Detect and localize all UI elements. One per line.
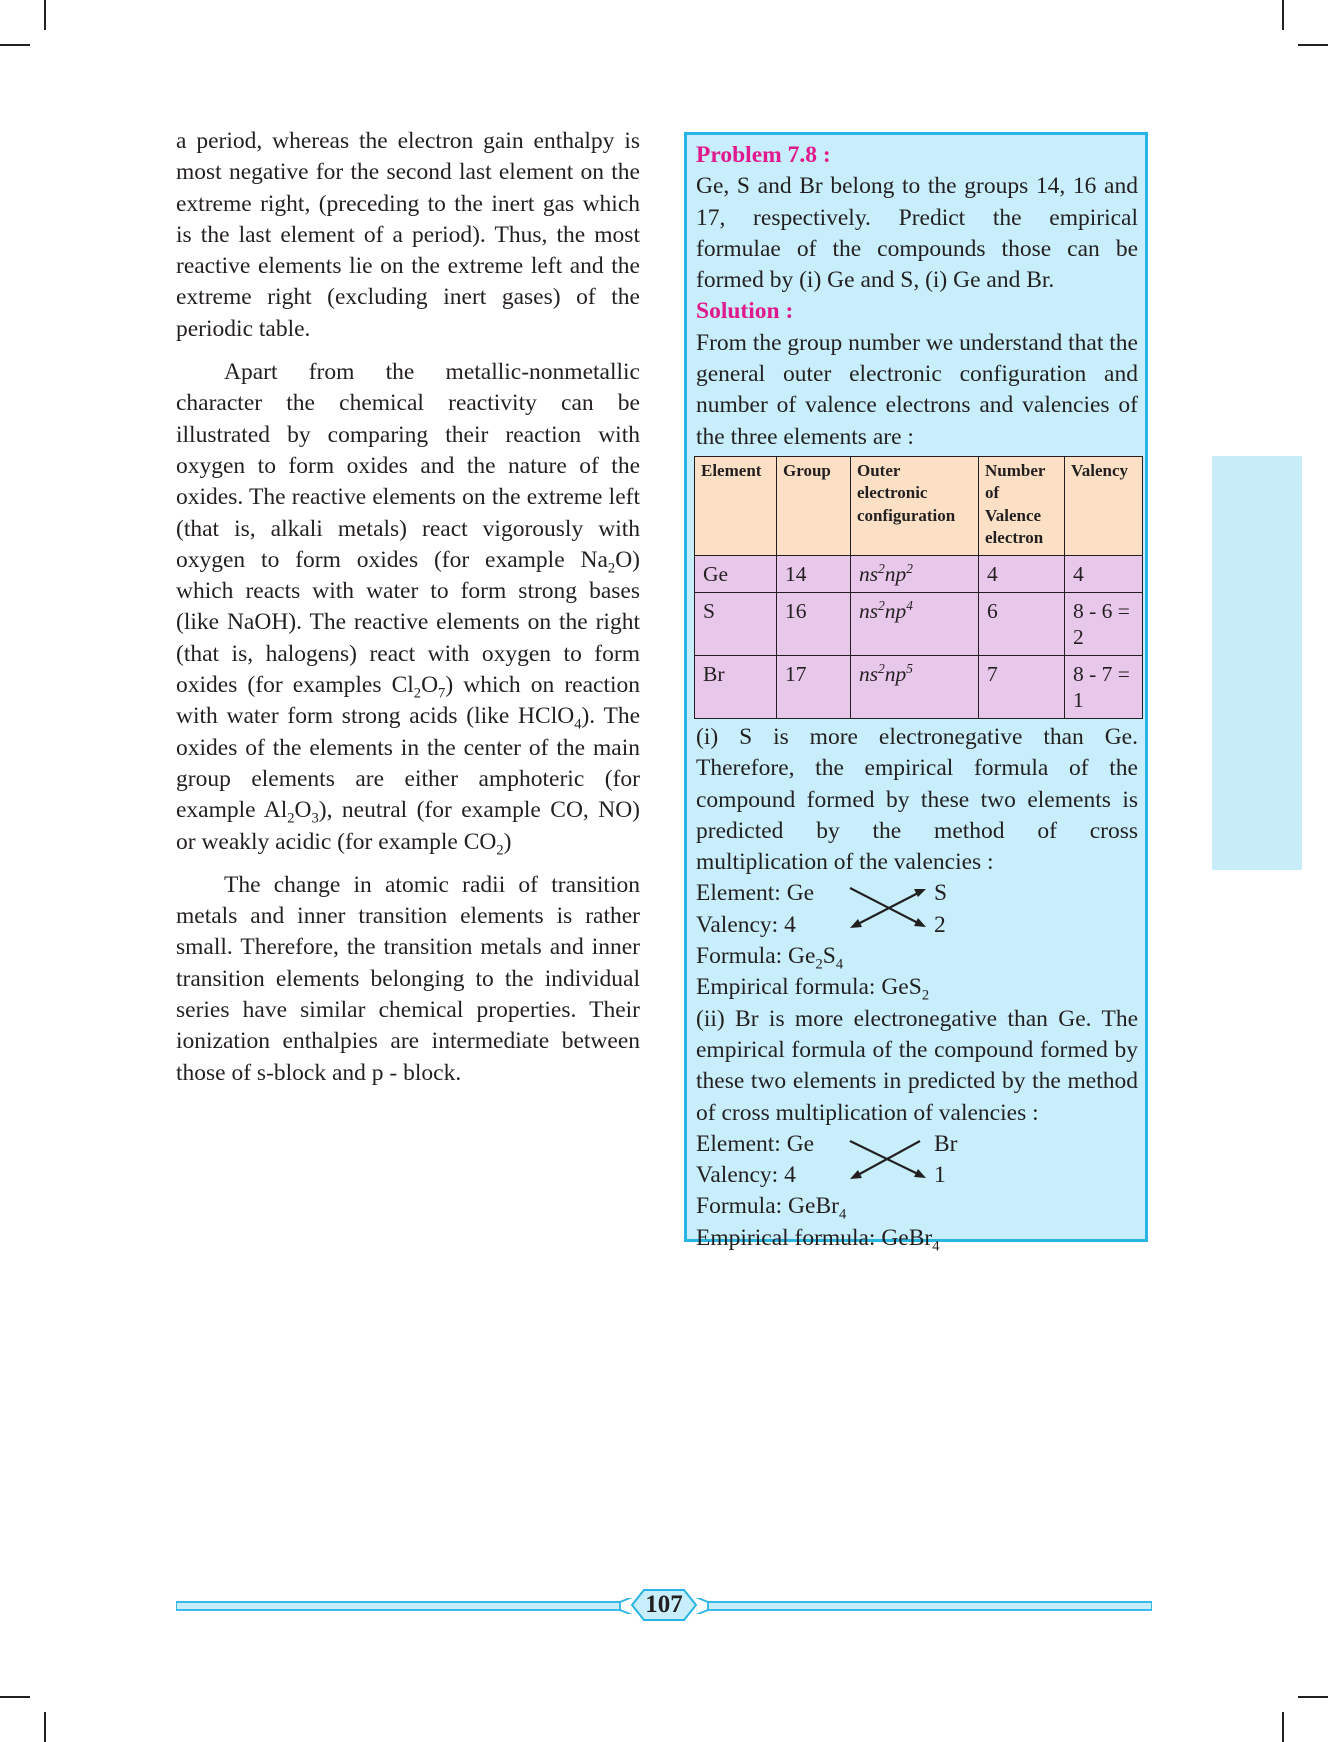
crop-mark: [0, 44, 30, 46]
paragraph: The change in atomic radii of transition metals and inner transition elements is rather small. Therefore, the transition metals and inner transition elements belonging to the individual series have similar chemical properties. Their ionization enthalpies are intermediate between those of s-block and p - block.: [176, 871, 640, 1086]
problem-title: Problem 7.8 :: [696, 142, 831, 168]
valency-table: [694, 456, 1143, 719]
crop-mark: [44, 0, 46, 30]
element-label: Element: Ge: [696, 1130, 815, 1157]
column-header: Element: [695, 456, 777, 555]
solution-title: Solution :: [696, 298, 794, 325]
table-cell: 16: [777, 592, 851, 655]
paragraph: a period, whereas the electron gain enthalpy is most negative for the second last element on the extreme right, (preceding to the inert gas which is the last element of a period). Thus, the most reactive elements lie on the extreme left and the extreme right (excluding inert gases) of the periodic table.: [176, 128, 640, 342]
empirical-formula-line: Empirical formula: GeS$_2$: [696, 974, 930, 1005]
table-cell: $ns^2np^5$: [851, 655, 979, 718]
problem-question: Ge, S and Br belong to the groups 14, 16 and 17, respectively. Predict the empirical formulae of the compounds those can be formed by (i) Ge and S, (i) Ge and Br.: [696, 173, 1138, 294]
solution-intro: From the group number we understand that the general outer electronic configuration and number of valence electrons and valencies of the three elements are :: [696, 329, 1138, 450]
table-header-row: [695, 456, 1143, 555]
table-cell: S: [695, 592, 777, 655]
column-header: Number of Valence electron: [979, 456, 1065, 555]
page-number: 107: [645, 1591, 683, 1618]
crop-mark: [44, 1712, 46, 1742]
formula-line: Formula: $Ge_2S_4$: [696, 943, 844, 973]
table-cell: 4: [1065, 555, 1143, 592]
table-cell: 7: [979, 655, 1065, 718]
problem-box: [684, 132, 1148, 1255]
side-tab: [1212, 456, 1302, 870]
cross-arrows-icon: [844, 1129, 934, 1192]
crop-mark: [1298, 1696, 1328, 1698]
table-cell: Br: [695, 655, 777, 718]
right-bottom-label: 2: [934, 911, 946, 938]
table-row: [695, 592, 1143, 655]
column-header: Valency: [1065, 456, 1143, 555]
table-cell: 17: [777, 655, 851, 718]
table-cell: 4: [979, 555, 1065, 592]
part-two-text: (ii) Br is more electronegative than Ge. The empirical formula of the compound formed by these two elements in predicted by the method of cross multiplication of valencies :: [696, 1005, 1138, 1126]
element-label: Element: Ge: [696, 880, 815, 907]
table-row: [695, 555, 1143, 592]
crop-mark: [1282, 0, 1284, 30]
cross-multiplication-1: [696, 878, 1138, 941]
column-header: Group: [777, 456, 851, 555]
table-cell: $ns^2np^2$: [851, 555, 979, 592]
table-cell: 14: [777, 555, 851, 592]
crop-mark: [0, 1696, 30, 1698]
right-top-label: Br: [934, 1130, 958, 1157]
cross-arrows-icon: [844, 878, 934, 941]
table-cell: Ge: [695, 555, 777, 592]
table-cell: $ns^2np^4$: [851, 592, 979, 655]
left-column: [176, 126, 640, 1101]
formula-line: Formula: GeBr$_4$: [696, 1193, 847, 1224]
valency-label: Valency: 4: [696, 1162, 796, 1189]
table-cell: 8 - 6 = 2: [1065, 592, 1143, 655]
column-header: Outer electronic configuration: [851, 456, 979, 555]
right-top-label: S: [934, 880, 948, 907]
crop-mark: [1282, 1712, 1284, 1742]
valency-label: Valency: 4: [696, 911, 796, 938]
table-row: [695, 655, 1143, 718]
part-one-text: (i) S is more electronegative than Ge. Therefore, the empirical formula of the compound formed by these two elements is predicted by the method of cross multiplication of the valencies :: [696, 723, 1138, 876]
cross-multiplication-2: [696, 1129, 1138, 1192]
empirical-formula-line: Empirical formula: GeBr$_4$: [696, 1224, 940, 1255]
table-cell: 6: [979, 592, 1065, 655]
table-cell: 8 - 7 = 1: [1065, 655, 1143, 718]
crop-mark: [1298, 44, 1328, 46]
paragraph: Apart from the metallic-nonmetallic character the chemical reactivity can be illustrated by comparing their reaction with oxygen to form oxides and the nature of the oxides. The reactive elements on the extreme left (that is, alkali metals) react vigorously with oxygen to form oxides (for example $Na_2O$) which reacts with water to form strong bases (like NaOH). The reactive elements on the right (that is, halogens) react with oxygen to form oxides (for examples $Cl_2O_7$) which on reaction with water form strong acids (like HClO$_4$). The oxides of the elements in the center of the main group elements are either amphoteric (for example $Al_2O_3$), neutral (for example CO, NO) or weakly acidic (for example $CO_2$): [176, 359, 641, 859]
right-bottom-label: 1: [934, 1162, 946, 1189]
